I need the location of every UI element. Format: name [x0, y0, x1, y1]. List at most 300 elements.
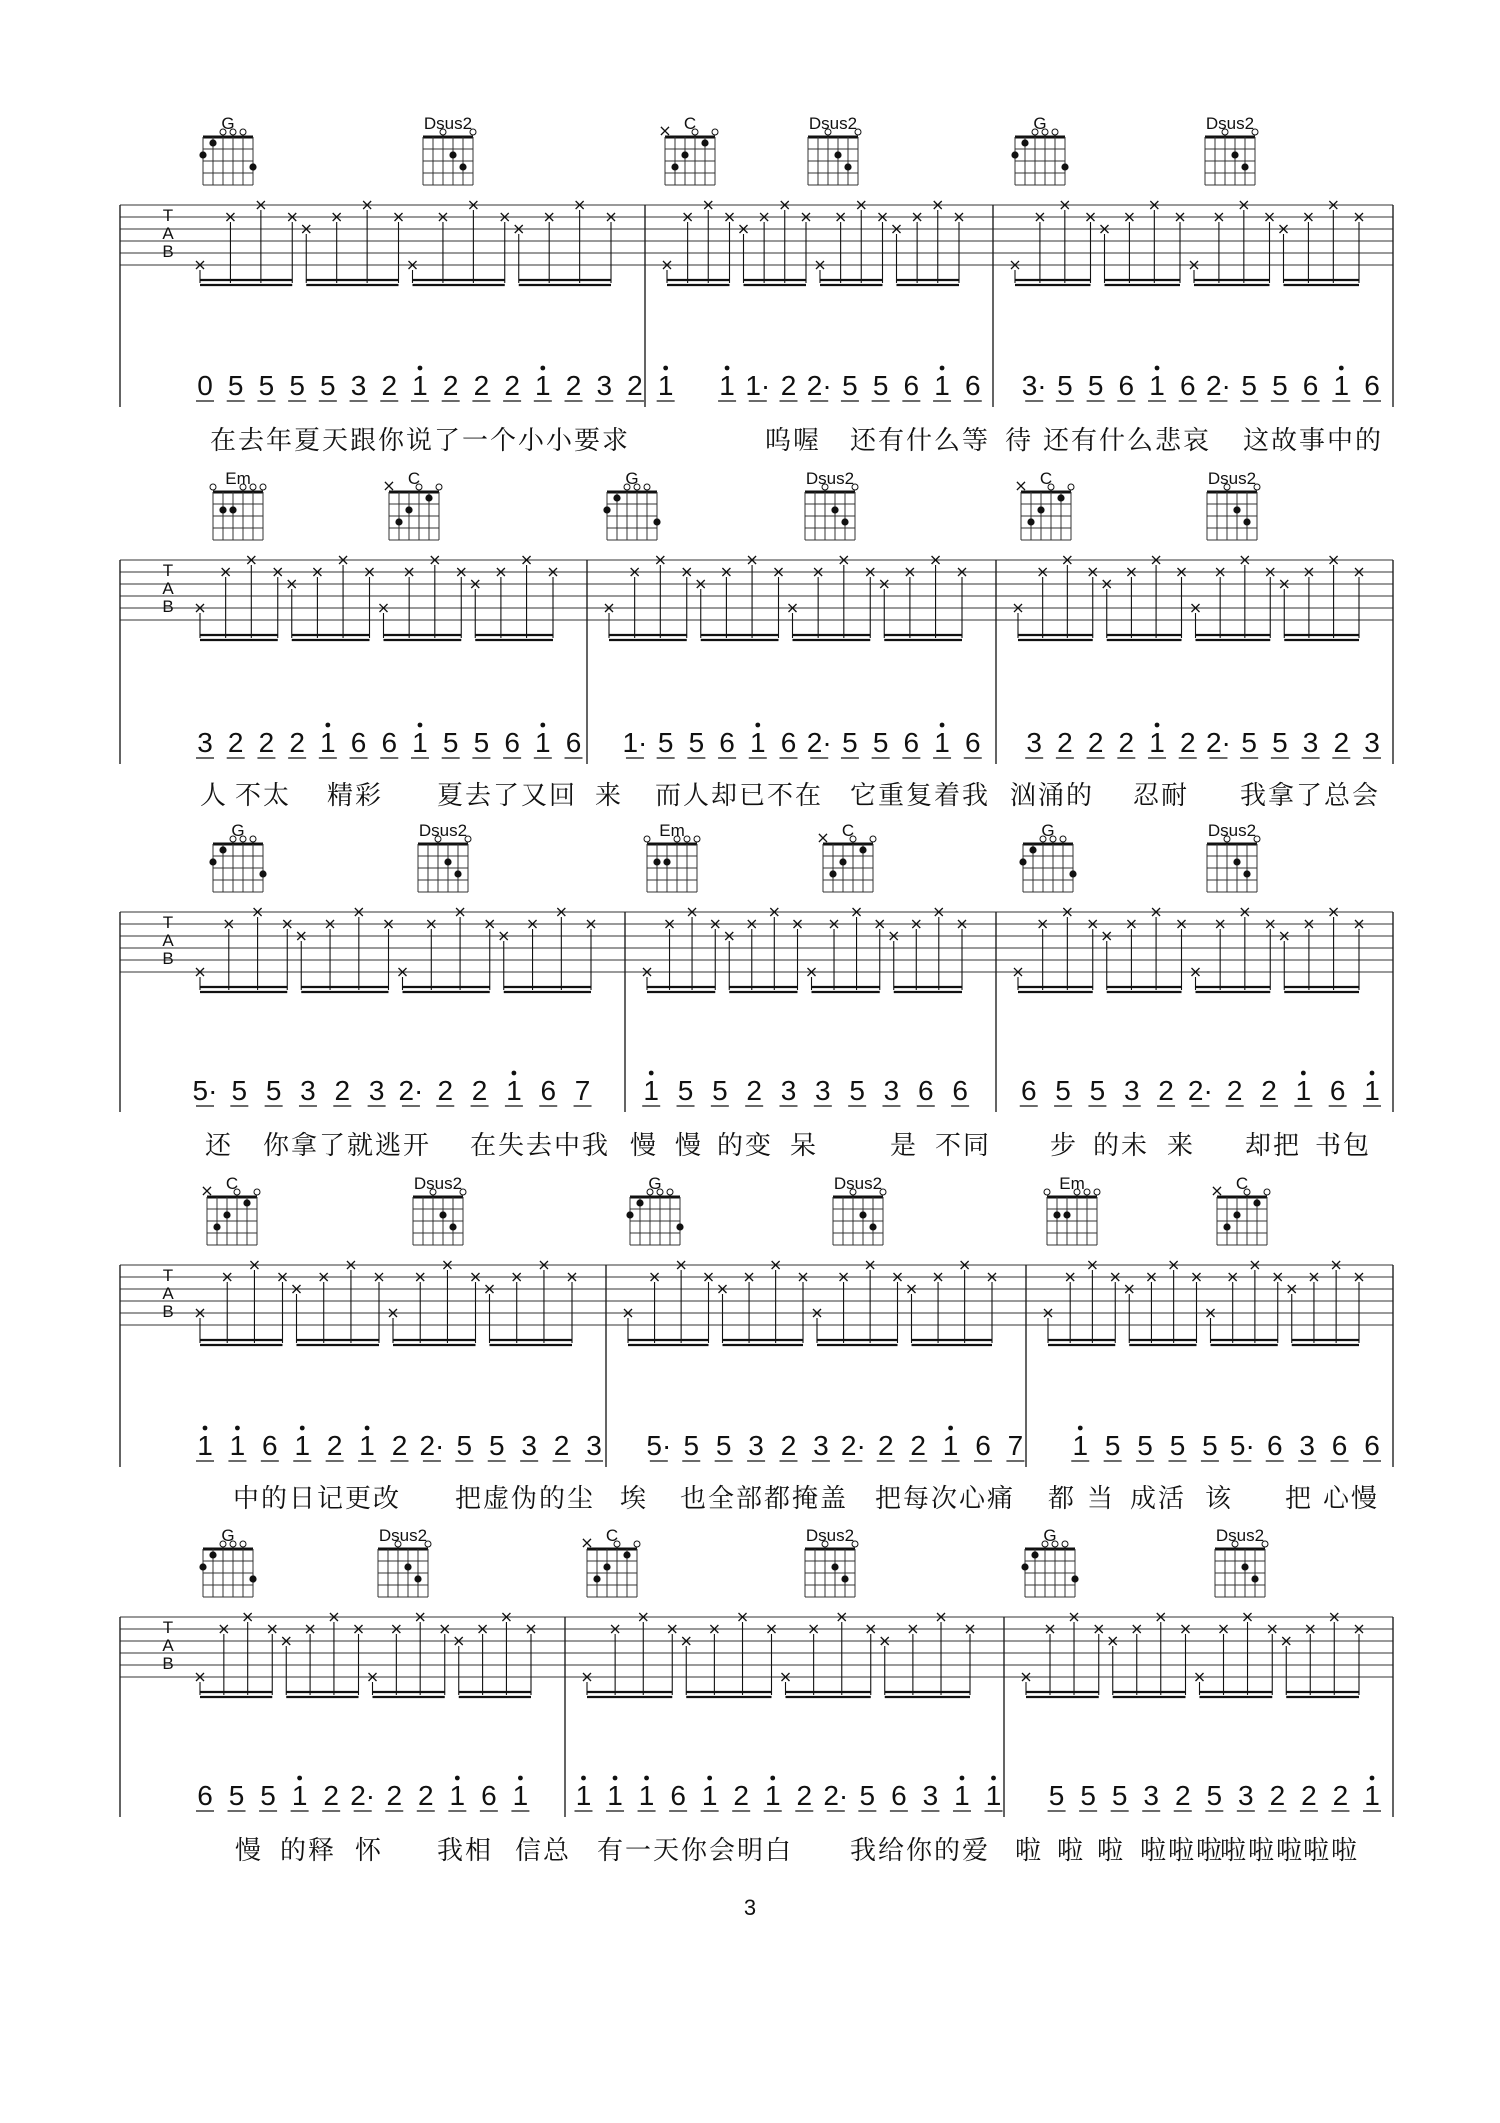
- octave-dot: [707, 1776, 712, 1781]
- jianpu-note: 1: [535, 370, 551, 401]
- jianpu-note: 5: [228, 1780, 245, 1811]
- lyric: 不太: [235, 781, 292, 811]
- lyric: 你拿了就逃开: [263, 1131, 432, 1161]
- jianpu-note: 5: [1272, 370, 1288, 401]
- chord-open-string: [644, 484, 650, 490]
- chord-finger-dot: [1021, 139, 1028, 146]
- lyric: 成活: [1130, 1484, 1187, 1514]
- jianpu-note: 6: [975, 1430, 991, 1461]
- chord-label: G: [221, 114, 235, 133]
- chord-open-string: [250, 836, 256, 842]
- chord-finger-dot: [243, 1199, 250, 1206]
- jianpu-note: 5: [1202, 1430, 1218, 1461]
- tab-clef-letter: A: [162, 1636, 174, 1655]
- chord-open-string: [210, 484, 216, 490]
- jianpu-note: 3: [521, 1430, 537, 1461]
- jianpu-note: 6: [903, 370, 920, 401]
- lyric: 中的日记更改: [233, 1484, 402, 1514]
- jianpu-note: 5: [1241, 370, 1257, 401]
- lyric: 还有什么悲哀: [1043, 426, 1212, 456]
- lyric: 我相: [437, 1836, 494, 1866]
- octave-dot: [1370, 1071, 1375, 1076]
- jianpu-note: 3·: [1021, 370, 1047, 401]
- chord-finger-dot: [1233, 506, 1240, 513]
- chord-finger-dot: [454, 870, 461, 877]
- jianpu-note: 2: [565, 370, 582, 401]
- lyric: 啦啦啦: [1140, 1836, 1225, 1866]
- jianpu-note: 1: [512, 1780, 529, 1811]
- jianpu-note: 2: [437, 1075, 454, 1106]
- jianpu-note: 3: [350, 370, 367, 401]
- jianpu-note: 5: [456, 1430, 473, 1461]
- chord-finger-dot: [859, 846, 866, 853]
- lyric: 慢: [630, 1131, 659, 1161]
- chord-finger-dot: [839, 858, 846, 865]
- chord-finger-dot: [209, 1551, 216, 1558]
- chord-finger-dot: [869, 1223, 876, 1230]
- chord-label: Dsus2: [808, 114, 858, 133]
- chord-label: Dsus2: [418, 821, 468, 840]
- chord-label: G: [1043, 1526, 1057, 1545]
- chord-open-string: [1084, 1189, 1090, 1195]
- lyric: 来: [595, 781, 624, 811]
- jianpu-note: 6: [1118, 370, 1135, 401]
- jianpu-note: 2·: [419, 1430, 445, 1461]
- chord-finger-dot: [229, 506, 236, 513]
- jianpu-note: 6: [670, 1780, 686, 1811]
- octave-dot: [512, 1071, 517, 1076]
- jianpu-note: 1: [1149, 370, 1165, 401]
- chord-finger-dot: [1069, 870, 1076, 877]
- tab-clef-letter: B: [162, 242, 174, 261]
- jianpu-note: 5: [1080, 1780, 1096, 1811]
- chord-label: C: [225, 1174, 239, 1193]
- chord-finger-dot: [219, 846, 226, 853]
- chord-finger-dot: [1233, 858, 1240, 865]
- jianpu-note: 3: [815, 1075, 831, 1106]
- jianpu-note: 6: [262, 1430, 278, 1461]
- lyric: 啦: [1057, 1836, 1086, 1866]
- jianpu-note: 1: [1364, 1075, 1380, 1106]
- jianpu-note: 1: [320, 727, 336, 758]
- jianpu-note: 5: [657, 727, 674, 758]
- jianpu-note: 1·: [745, 370, 771, 401]
- octave-dot: [297, 1776, 302, 1781]
- chord-finger-dot: [449, 151, 456, 158]
- chord-open-string: [1052, 129, 1058, 135]
- lyric: 把虚伪的尘: [455, 1484, 596, 1514]
- tab-clef-letter: B: [162, 1302, 174, 1321]
- tab-clef-letter: T: [162, 206, 174, 225]
- chord-finger-dot: [395, 518, 402, 525]
- jianpu-note: 5: [715, 1430, 732, 1461]
- chord-finger-dot: [1233, 1211, 1240, 1218]
- jianpu-note: 1: [764, 1780, 781, 1811]
- jianpu-note: 3: [197, 727, 213, 758]
- tab-clef-letter: T: [162, 561, 174, 580]
- chord-finger-dot: [603, 1563, 610, 1570]
- jianpu-note: 1: [750, 727, 766, 758]
- chord-finger-dot: [1243, 870, 1250, 877]
- octave-dot: [940, 723, 945, 728]
- chord-finger-dot: [219, 506, 226, 513]
- jianpu-note: 6: [197, 1780, 213, 1811]
- chord-finger-dot: [831, 506, 838, 513]
- chord-finger-dot: [701, 139, 708, 146]
- lyric: 在去年夏天跟你说了一个小小要求: [210, 426, 631, 456]
- chord-finger-dot: [613, 494, 620, 501]
- tab-clef-letter: A: [162, 579, 174, 598]
- jianpu-note: 2: [227, 727, 244, 758]
- chord-open-string: [1044, 1189, 1050, 1195]
- chord-open-string: [254, 1189, 260, 1195]
- lyric: 我拿了总会: [1240, 781, 1381, 811]
- lyric: 汹涌的: [1010, 781, 1095, 811]
- jianpu-note: 3: [883, 1075, 900, 1106]
- jianpu-note: 2·: [823, 1780, 849, 1811]
- chord-label: C: [1039, 469, 1053, 488]
- octave-dot: [300, 1426, 305, 1431]
- chord-open-string: [712, 129, 718, 135]
- chord-finger-dot: [1253, 1199, 1260, 1206]
- jianpu-note: 2: [381, 370, 398, 401]
- jianpu-note: 2: [1158, 1075, 1174, 1106]
- jianpu-note: 6: [903, 727, 920, 758]
- jianpu-note: 1: [575, 1780, 592, 1811]
- jianpu-note: 5: [289, 370, 305, 401]
- chord-finger-dot: [671, 163, 678, 170]
- jianpu-note: 5: [1169, 1430, 1186, 1461]
- lyric: 还: [205, 1131, 234, 1161]
- tab-clef-letter: T: [162, 1618, 174, 1637]
- chord-open-string: [1060, 836, 1066, 842]
- jianpu-note: 2: [1333, 727, 1350, 758]
- chord-label: G: [1041, 821, 1055, 840]
- jianpu-note: 2: [323, 1780, 339, 1811]
- jianpu-note: 2·: [350, 1780, 376, 1811]
- lyric: 呜喔: [765, 426, 822, 456]
- chord-label: Dsus2: [378, 1526, 428, 1545]
- jianpu-note: 6: [1364, 1430, 1380, 1461]
- jianpu-note: 2: [1118, 727, 1135, 758]
- octave-dot: [649, 1071, 654, 1076]
- octave-dot: [418, 366, 423, 371]
- jianpu-note: 3: [1238, 1780, 1254, 1811]
- jianpu-note: 2: [1179, 727, 1196, 758]
- jianpu-note: 1: [607, 1780, 623, 1811]
- chord-muted-string: ×: [1014, 476, 1028, 495]
- chord-finger-dot: [209, 139, 216, 146]
- chord-open-string: [667, 1189, 673, 1195]
- jianpu-note: 6: [481, 1780, 497, 1811]
- chord-label: Dsus2: [1207, 469, 1257, 488]
- jianpu-note: 6: [565, 727, 582, 758]
- chord-muted-string: ×: [580, 1533, 594, 1552]
- jianpu-note: 5: [872, 727, 889, 758]
- jianpu-note: 3: [1302, 727, 1319, 758]
- jianpu-note: 5: [1272, 727, 1288, 758]
- chord-finger-dot: [209, 858, 216, 865]
- jianpu-note: 5: [688, 727, 705, 758]
- jianpu-note: 5: [265, 1075, 282, 1106]
- jianpu-note: 2: [1261, 1075, 1277, 1106]
- jianpu-note: 6: [964, 370, 981, 401]
- chord-label: Dsus2: [423, 114, 473, 133]
- jianpu-note: 2: [733, 1780, 749, 1811]
- chord-finger-dot: [1027, 518, 1034, 525]
- octave-dot: [1339, 366, 1344, 371]
- jianpu-note: 1: [412, 727, 428, 758]
- octave-dot: [203, 1426, 208, 1431]
- jianpu-note: 2: [1057, 727, 1073, 758]
- chord-finger-dot: [249, 163, 256, 170]
- jianpu-note: 5: [231, 1075, 248, 1106]
- jianpu-note: 1: [638, 1780, 655, 1811]
- chord-finger-dot: [603, 506, 610, 513]
- lyric: 当: [1087, 1484, 1116, 1514]
- jianpu-note: 2: [796, 1780, 813, 1811]
- lyric: 的变: [717, 1131, 774, 1161]
- jianpu-note: 2: [780, 1430, 797, 1461]
- octave-dot: [770, 1776, 775, 1781]
- chord-label: G: [231, 821, 245, 840]
- chord-label: Dsus2: [1215, 1526, 1265, 1545]
- jianpu-note: 5: [849, 1075, 865, 1106]
- chord-label: Dsus2: [1205, 114, 1255, 133]
- jianpu-note: 3: [1364, 727, 1380, 758]
- chord-finger-dot: [414, 1575, 421, 1582]
- chord-finger-dot: [859, 1211, 866, 1218]
- chord-label: G: [648, 1174, 662, 1193]
- lyric: 待: [1005, 426, 1034, 456]
- lyric: 啦: [1015, 1836, 1044, 1866]
- chord-finger-dot: [653, 518, 660, 525]
- chord-open-string: [684, 836, 690, 842]
- jianpu-note: 3: [596, 370, 613, 401]
- chord-finger-dot: [1071, 1575, 1078, 1582]
- chord-muted-string: ×: [658, 121, 672, 140]
- jianpu-note: 2·: [1187, 1075, 1213, 1106]
- jianpu-note: 6: [918, 1075, 934, 1106]
- chord-finger-dot: [593, 1575, 600, 1582]
- chord-finger-dot: [1011, 151, 1018, 158]
- lyric: 还有什么等: [850, 426, 991, 456]
- jianpu-note: 3: [586, 1430, 602, 1461]
- octave-dot: [518, 1776, 523, 1781]
- jianpu-note: 2: [1269, 1780, 1286, 1811]
- tab-clef-letter: T: [162, 913, 174, 932]
- jianpu-note: 5: [1104, 1430, 1121, 1461]
- jianpu-note: 1: [506, 1075, 522, 1106]
- chord-muted-string: ×: [382, 476, 396, 495]
- chord-open-string: [634, 1541, 640, 1547]
- chord-open-string: [644, 836, 650, 842]
- octave-dot: [581, 1776, 586, 1781]
- jianpu-note: 5: [1206, 1780, 1223, 1811]
- chord-finger-dot: [1251, 1575, 1258, 1582]
- lyric: 怀: [355, 1836, 384, 1866]
- jianpu-note: 2: [504, 370, 520, 401]
- jianpu-note: 3: [1143, 1780, 1160, 1811]
- jianpu-note: 5: [842, 727, 858, 758]
- chord-finger-dot: [1057, 494, 1064, 501]
- jianpu-note: 3: [813, 1430, 829, 1461]
- jianpu-note: 1: [719, 370, 735, 401]
- chord-open-string: [240, 1541, 246, 1547]
- jianpu-note: 5: [227, 370, 244, 401]
- octave-dot: [613, 1776, 618, 1781]
- jianpu-note: 6: [1179, 370, 1196, 401]
- lyric: 步: [1050, 1131, 1079, 1161]
- jianpu-note: 5: [473, 727, 490, 758]
- jianpu-note: 2: [1174, 1780, 1191, 1811]
- jianpu-note: 1: [359, 1430, 375, 1461]
- lyric: 在失去中我: [470, 1131, 611, 1161]
- octave-dot: [1370, 1776, 1375, 1781]
- lyric: 我给你的爱: [850, 1836, 991, 1866]
- jianpu-note: 5: [677, 1075, 694, 1106]
- jianpu-note: 5: [488, 1430, 505, 1461]
- chord-finger-dot: [213, 1223, 220, 1230]
- jianpu-note: 1: [294, 1430, 311, 1461]
- chord-finger-dot: [1031, 1551, 1038, 1558]
- octave-dot: [1078, 1426, 1083, 1431]
- chord-label: Dsus2: [1207, 821, 1257, 840]
- tab-clef-letter: A: [162, 1284, 174, 1303]
- jianpu-note: 1: [229, 1430, 246, 1461]
- octave-dot: [235, 1426, 240, 1431]
- jianpu-note: 5: [1087, 370, 1104, 401]
- jianpu-note: 2: [877, 1430, 894, 1461]
- octave-dot: [1301, 1071, 1306, 1076]
- jianpu-note: 3: [368, 1075, 385, 1106]
- lyric: 把每次心痛: [875, 1484, 1016, 1514]
- lyric: 这故事中的: [1243, 426, 1384, 456]
- chord-finger-dot: [459, 163, 466, 170]
- jianpu-note: 2: [746, 1075, 762, 1106]
- jianpu-note: 5: [1057, 370, 1073, 401]
- tab-clef-letter: B: [162, 597, 174, 616]
- chord-finger-dot: [425, 494, 432, 501]
- jianpu-note: 3: [1123, 1075, 1140, 1106]
- lyric: 却把: [1245, 1131, 1302, 1161]
- chord-finger-dot: [841, 1575, 848, 1582]
- chord-label: C: [1235, 1174, 1249, 1193]
- jianpu-note: 1: [701, 1780, 718, 1811]
- jianpu-note: 2: [1226, 1075, 1243, 1106]
- tab-clef-letter: B: [162, 949, 174, 968]
- chord-label: C: [841, 821, 855, 840]
- chord-finger-dot: [1019, 858, 1026, 865]
- jianpu-note: 1: [291, 1780, 308, 1811]
- tab-clef-letter: B: [162, 1654, 174, 1673]
- jianpu-note: 5: [1111, 1780, 1128, 1811]
- jianpu-note: 5: [258, 370, 275, 401]
- chord-finger-dot: [1029, 846, 1036, 853]
- jianpu-note: 5·: [1229, 1430, 1255, 1461]
- page-number: 3: [743, 1895, 757, 1920]
- chord-open-string: [260, 484, 266, 490]
- jianpu-note: 1: [954, 1780, 970, 1811]
- jianpu-note: 1: [643, 1075, 659, 1106]
- jianpu-note: 1: [412, 370, 428, 401]
- jianpu-note: 0: [197, 370, 213, 401]
- jianpu-note: 1: [1333, 370, 1350, 401]
- jianpu-note: 6: [1329, 1075, 1346, 1106]
- chord-finger-dot: [841, 518, 848, 525]
- lyric: 啦: [1097, 1836, 1126, 1866]
- jianpu-note: 5·: [646, 1430, 672, 1461]
- chord-finger-dot: [676, 1223, 683, 1230]
- jianpu-note: 6: [1331, 1430, 1348, 1461]
- chord-finger-dot: [259, 870, 266, 877]
- lyric: 的释: [280, 1836, 337, 1866]
- jianpu-note: 5: [683, 1430, 700, 1461]
- jianpu-note: 2: [326, 1430, 343, 1461]
- jianpu-note: 6: [952, 1075, 968, 1106]
- chord-label: C: [683, 114, 697, 133]
- jianpu-note: 6: [780, 727, 797, 758]
- octave-dot: [725, 366, 730, 371]
- chord-finger-dot: [1241, 1563, 1248, 1570]
- lyric: 有一天你会明白: [597, 1836, 794, 1866]
- lyric: 书包: [1315, 1131, 1372, 1161]
- chord-finger-dot: [1243, 518, 1250, 525]
- chord-finger-dot: [623, 1551, 630, 1558]
- chord-finger-dot: [1037, 506, 1044, 513]
- chord-finger-dot: [1061, 163, 1068, 170]
- chord-finger-dot: [636, 1199, 643, 1206]
- jianpu-note: 5: [1089, 1075, 1106, 1106]
- jianpu-note: 2: [289, 727, 305, 758]
- jianpu-note: 5: [320, 370, 336, 401]
- lyric: 埃: [620, 1484, 649, 1514]
- tab-clef-letter: A: [162, 224, 174, 243]
- jianpu-note: 6: [540, 1075, 557, 1106]
- jianpu-note: 2·: [1205, 370, 1231, 401]
- lyric: 慢: [675, 1131, 704, 1161]
- jianpu-note: 6: [350, 727, 367, 758]
- jianpu-note: 2: [1332, 1780, 1349, 1811]
- jianpu-note: 5: [1055, 1075, 1071, 1106]
- jianpu-note: 2: [910, 1430, 926, 1461]
- jianpu-note: 2: [334, 1075, 351, 1106]
- jianpu-note: 5: [442, 727, 459, 758]
- jianpu-note: 2: [442, 370, 459, 401]
- jianpu-note: 1: [1295, 1075, 1312, 1106]
- chord-open-string: [1062, 1541, 1068, 1547]
- chord-finger-dot: [681, 151, 688, 158]
- jianpu-note: 1: [1364, 1780, 1380, 1811]
- chord-open-string: [1094, 1189, 1100, 1195]
- chord-label: Dsus2: [805, 469, 855, 488]
- jianpu-note: 2: [258, 727, 275, 758]
- lyric: 都: [1048, 1484, 1077, 1514]
- jianpu-note: 2: [1301, 1780, 1317, 1811]
- jianpu-note: 2·: [398, 1075, 424, 1106]
- jianpu-note: 2·: [806, 370, 832, 401]
- jianpu-note: 5: [859, 1780, 876, 1811]
- jianpu-note: 5·: [192, 1075, 218, 1106]
- jianpu-note: 6: [1266, 1430, 1283, 1461]
- jianpu-note: 2: [627, 370, 643, 401]
- lyric: 该: [1205, 1484, 1234, 1514]
- chord-finger-dot: [1053, 1211, 1060, 1218]
- octave-dot: [940, 366, 945, 371]
- chord-label: G: [1033, 114, 1047, 133]
- chord-finger-dot: [199, 1563, 206, 1570]
- jianpu-note: 2: [391, 1430, 408, 1461]
